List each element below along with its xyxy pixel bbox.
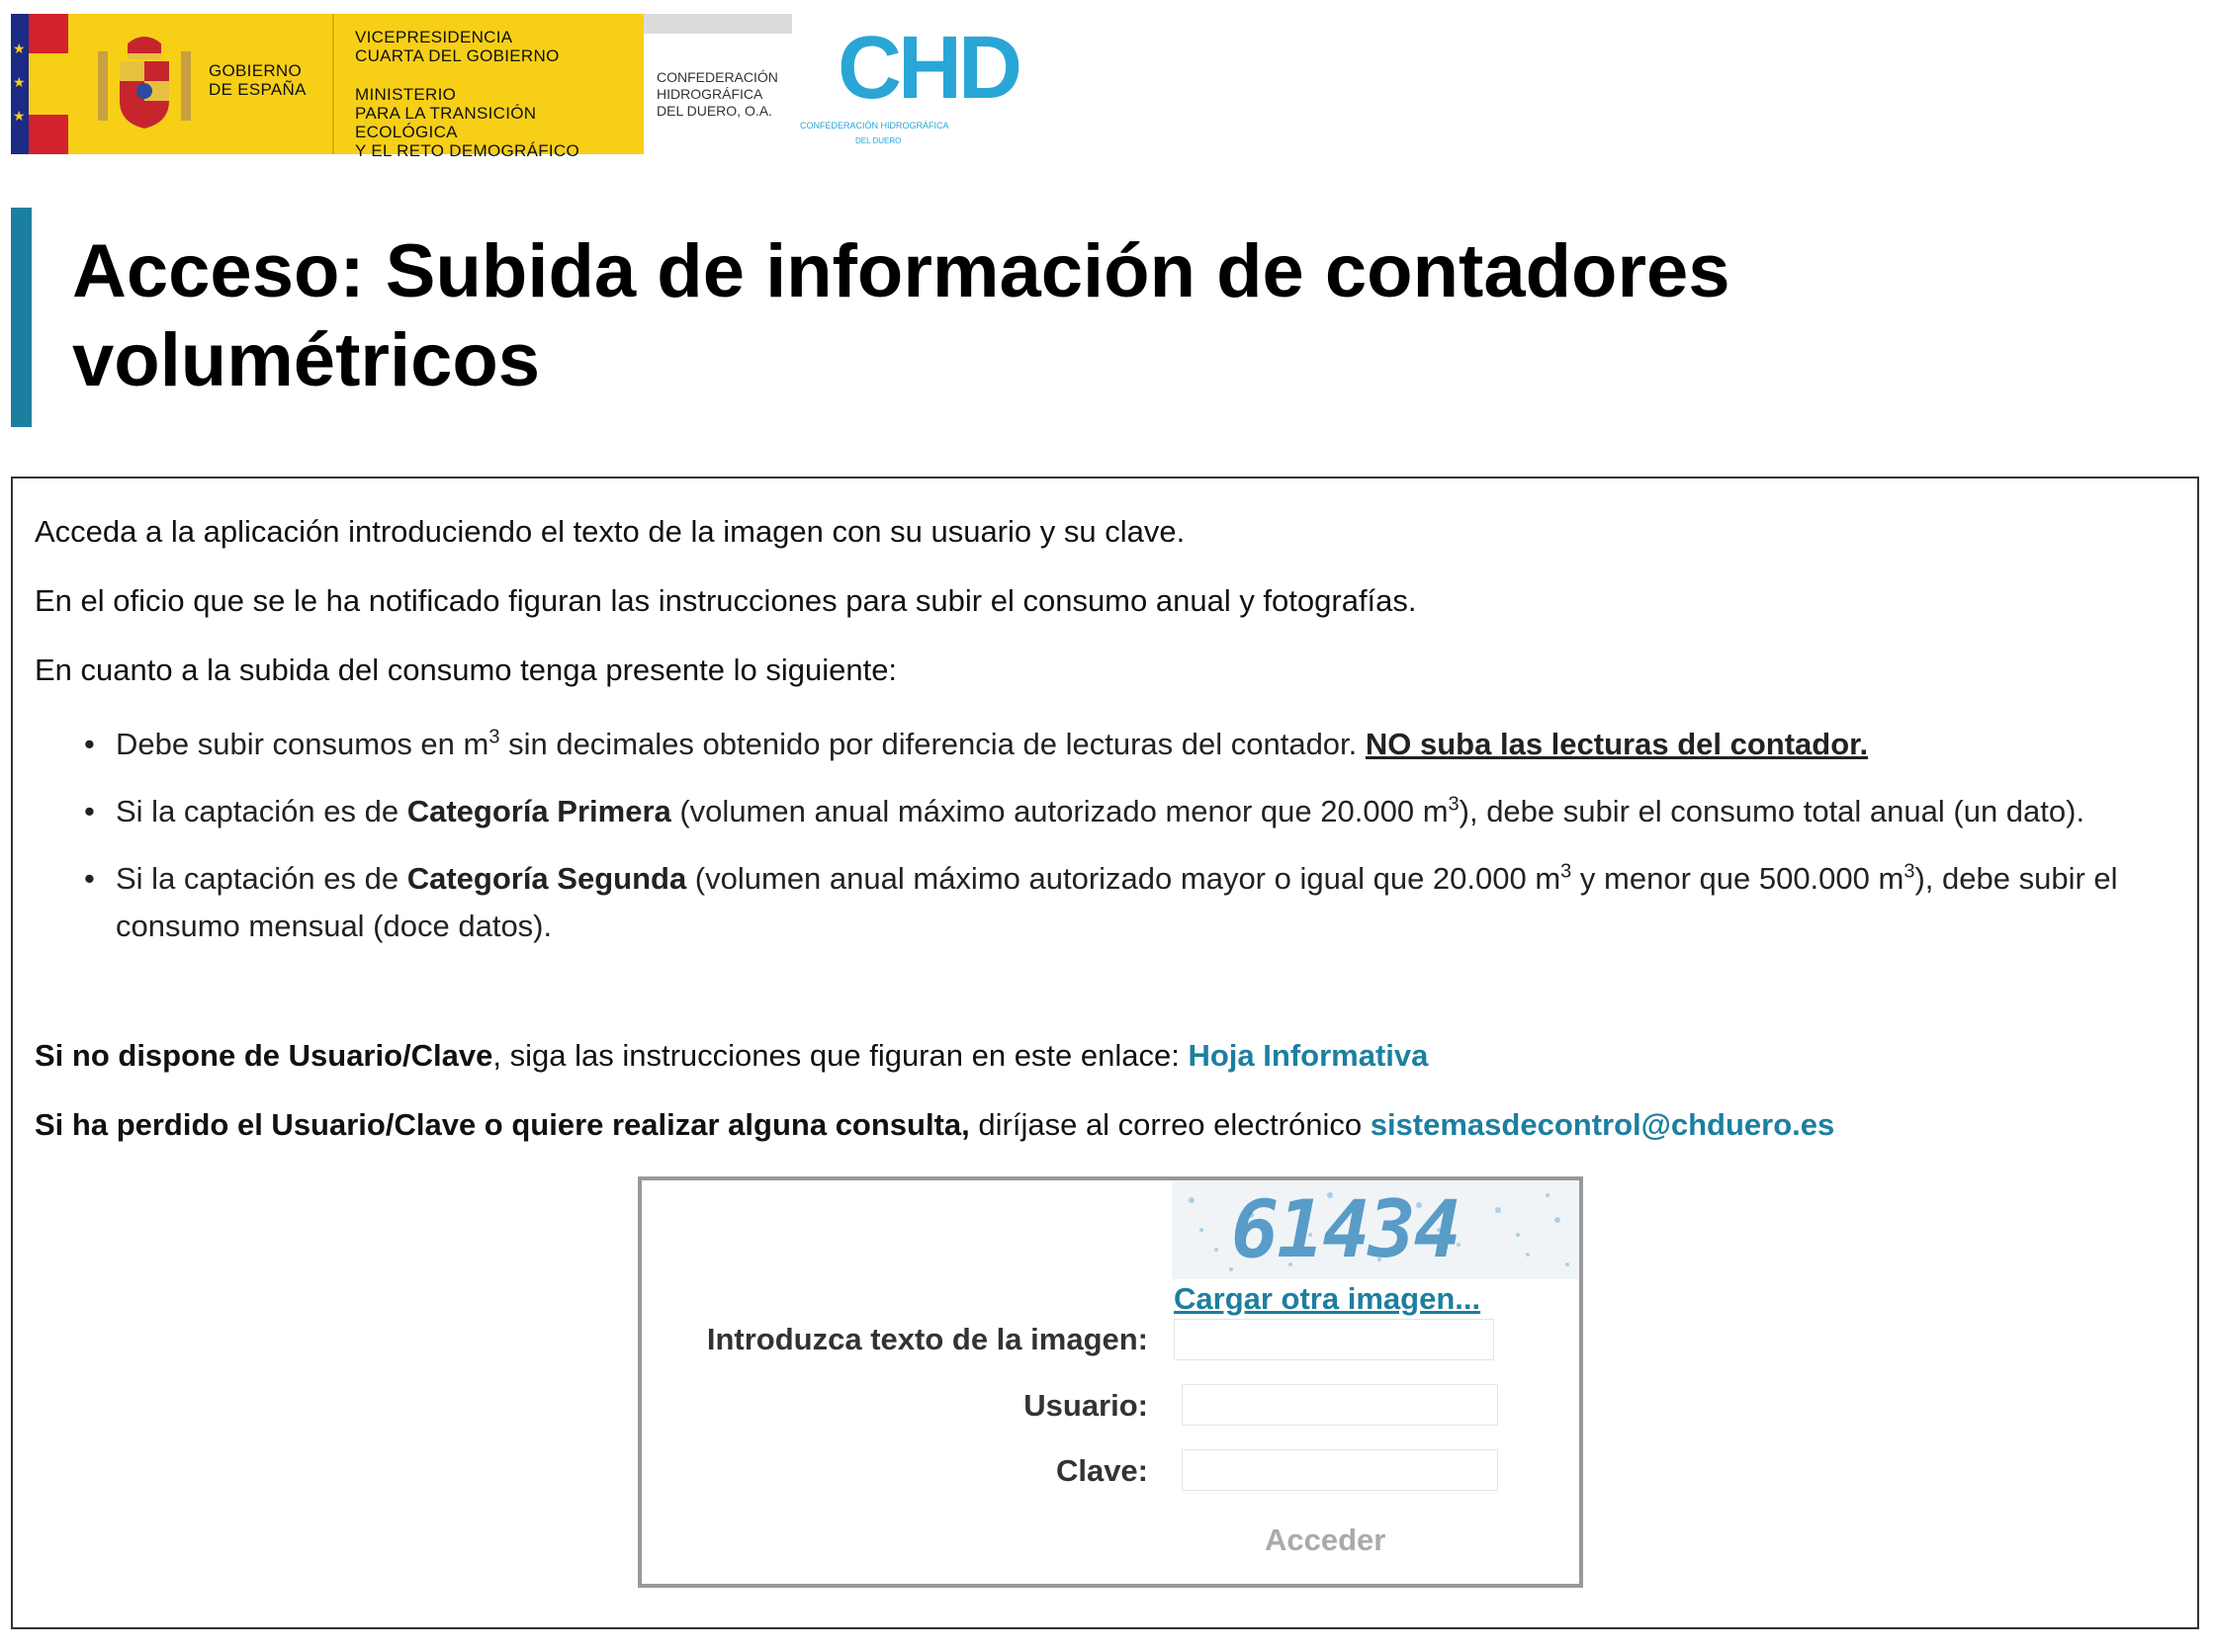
title-accent-bar xyxy=(11,208,32,427)
chd-logo xyxy=(796,14,1018,154)
captcha-image xyxy=(1172,1180,1579,1279)
intro-text-2: En el oficio que se le ha notificado figuran las instrucciones para subir el consumo anual y fotografías. xyxy=(35,583,1417,618)
gobierno-espana-logo xyxy=(11,14,644,160)
login-form xyxy=(638,1176,1583,1588)
ministerio-label: MINISTERIO PARA LA TRANSICIÓN ECOLÓGICA Y EL RETO DEMOGRÁFICO xyxy=(355,85,580,160)
lost-credentials-text: Si ha perdido el Usuario/Clave o quiere realizar alguna consulta, diríjase al correo electrónico sistemasdecontrol@chduero.es xyxy=(35,1107,1835,1142)
content-panel xyxy=(11,477,2199,1629)
instructions-list xyxy=(35,721,2161,970)
email-link[interactable]: sistemasdecontrol@chduero.es xyxy=(1370,1107,1835,1142)
username-input[interactable] xyxy=(1182,1384,1498,1426)
chd-logo-caption: CONFEDERACIÓN HIDROGRÁFICA xyxy=(800,121,949,130)
coat-of-arms-icon xyxy=(90,32,199,140)
password-field-label: Clave: xyxy=(1055,1453,1148,1488)
chd-logo-caption-2: DEL DUERO xyxy=(855,136,902,145)
list-item: • Debe subir consumos en $m^3$ sin decimales obtenido por diferencia de lecturas del contador. NO suba las lecturas del contador. xyxy=(35,721,2161,768)
list-item: • Si la captación es de Categoría Primera (volumen anual máximo autorizado menor que 20.000 $m^3$), debe subir el consumo total anual (un dato). xyxy=(35,788,2161,835)
gobierno-label: GOBIERNO DE ESPAÑA xyxy=(209,61,307,99)
page-title: Acceso: Subida de información de contadores volumétricos xyxy=(72,229,1730,402)
captcha-input[interactable] xyxy=(1174,1319,1494,1360)
chd-logo-mark: CHD xyxy=(838,19,1018,118)
captcha-text: 61434 xyxy=(1231,1183,1460,1275)
hoja-informativa-link[interactable]: Hoja Informativa xyxy=(1188,1038,1429,1073)
username-field-label: Usuario: xyxy=(1023,1388,1148,1423)
confederacion-block xyxy=(644,14,792,154)
divider xyxy=(332,14,334,154)
intro-text-1: Acceda a la aplicación introduciendo el texto de la imagen con su usuario y su clave. xyxy=(35,514,1186,549)
password-input[interactable] xyxy=(1182,1449,1498,1491)
warning-text: NO suba las lecturas del contador. xyxy=(1365,727,1869,761)
reload-captcha-link[interactable]: Cargar otra imagen... xyxy=(1174,1281,1481,1316)
eu-flag-icon: ★ ★ ★ xyxy=(11,14,68,154)
vicepresidencia-label: VICEPRESIDENCIA CUARTA DEL GOBIERNO xyxy=(355,28,560,65)
list-item: • Si la captación es de Categoría Segunda (volumen anual máximo autorizado mayor o igual que 20.000 $m^3$ y menor que 500.000 $m^3$), debe subir el consumo mensual (doce datos). xyxy=(35,855,2161,950)
no-credentials-text: Si no dispone de Usuario/Clave, siga las instrucciones que figuran en este enlace: Hoja Informativa xyxy=(35,1038,1429,1073)
intro-text-3: En cuanto a la subida del consumo tenga presente lo siguiente: xyxy=(35,652,898,687)
login-button[interactable]: Acceder xyxy=(1255,1519,1395,1562)
captcha-field-label: Introduzca texto de la imagen: xyxy=(706,1322,1148,1356)
confederacion-label: CONFEDERACIÓN HIDROGRÁFICA DEL DUERO, O.A. xyxy=(657,69,778,119)
